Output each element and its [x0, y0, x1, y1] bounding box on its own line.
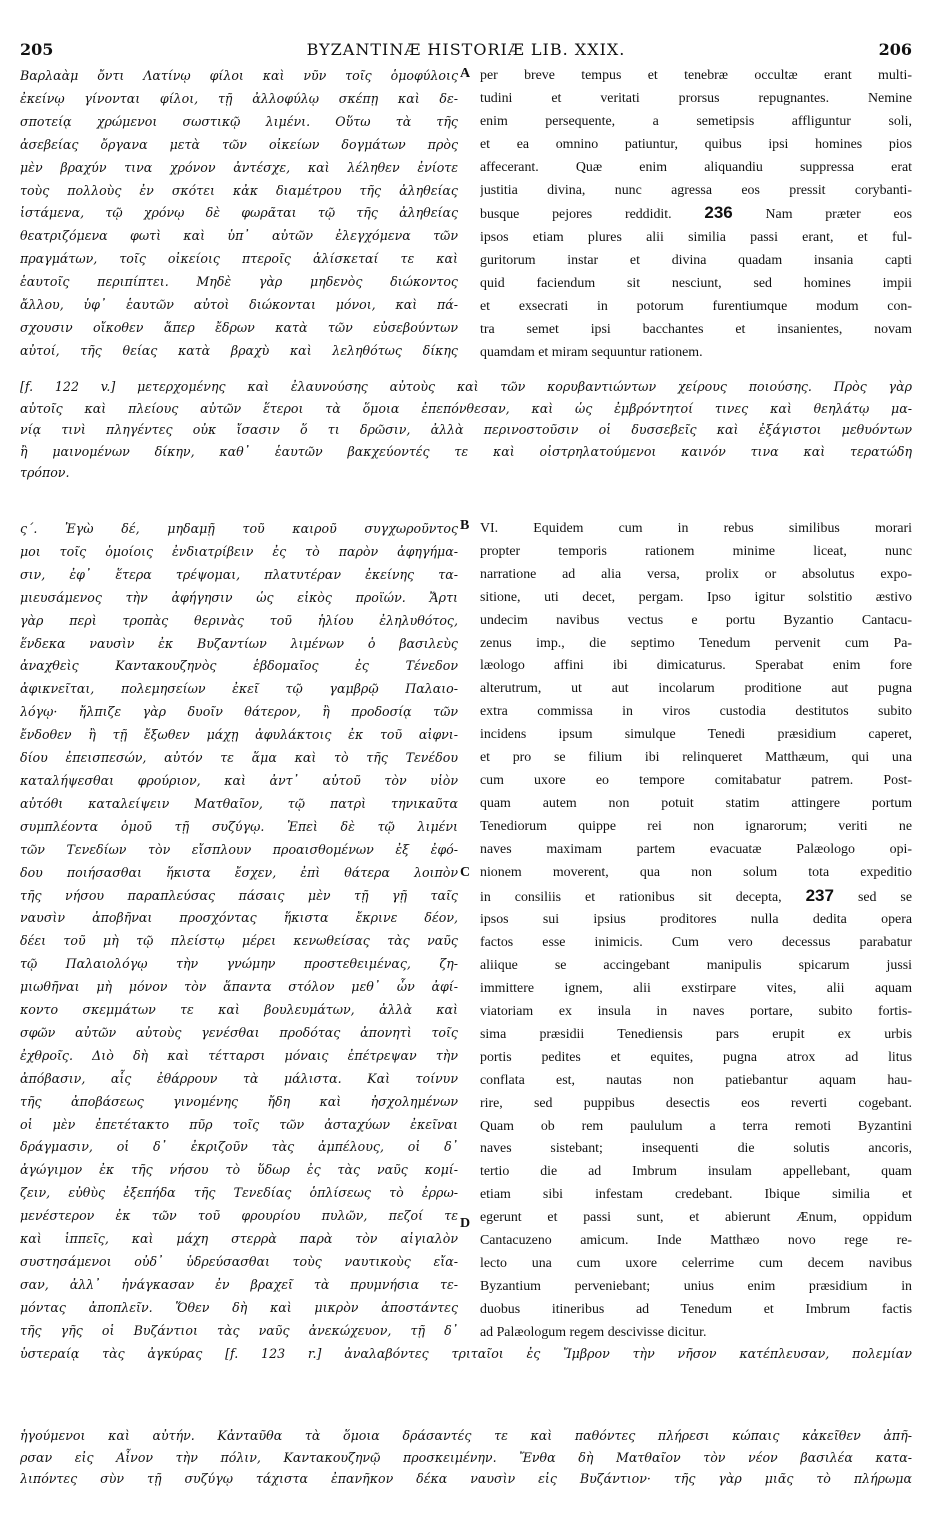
greek-text-fragment: ὑστεραίᾳ τὰς ἀγκύρας [20, 1345, 203, 1361]
latin-text-line: portis pedites et equites, pugna atrox ad litus [480, 1049, 912, 1065]
latin-text-line: tra semet ipsi bacchantes et insanientes, novam [480, 321, 912, 337]
latin-text-line: nionem moverent, qua non solum tota expeditio [480, 864, 912, 880]
greek-text-line [20, 1343, 912, 1366]
greek-text-line: τῶν Τενεδίων τὸν εἴσπλουν προαισθομένων ἐξ ἐφό- [20, 841, 458, 857]
latin-text-line: etiam sibi infestam credebant. Ibique similia et [480, 1187, 912, 1203]
greek-text-line: μόντας ἀποπλεῖν. Ὅθεν δὴ καὶ μικρὸν ἀποστάντες [20, 1299, 458, 1315]
latin-text-line: Tenediorum quippe rei non ignarorum; veriti ne [480, 818, 912, 834]
latin-text-line: extra commissa in viros custodia destitutos subito [480, 704, 912, 720]
latin-text-line: egerunt et passi sunt, et abierunt Ænum, oppidum [480, 1210, 912, 1226]
greek-text-line: Βαρλαὰμ ὄντι Λατίνῳ φίλοι καὶ νῦν τοῖς ὁμοφύλοις [20, 68, 458, 83]
latin-text-line: guritorum instar et divina quadam insania capti [480, 253, 912, 269]
greek-text-line: ναυσὶν ἀποβῆναι προσχόντας ἥκιστα ἔκρινε δέον, [20, 910, 458, 926]
greek-text-line: ἀφικνεῖται, πολεμησείων ἐκεῖ τῷ γαμβρῷ Παλαιο- [20, 681, 458, 697]
latin-text-line: Byzantium perveniebant; unius enim præsidium in [480, 1278, 912, 1294]
latin-text-line: propter temporis rationem minime liceat, nunc [480, 543, 912, 559]
running-title: BYZANTINÆ HISTORIÆ LIB. XXIX. [306, 40, 626, 59]
latin-text-line: Cantacuzeno amicum. Inde Matthæo novo rege re- [480, 1233, 912, 1249]
greek-text-line: σποτείᾳ χρώμενοι σωστικῷ λιμένι. Οὕτω τὰ τῆς [20, 113, 458, 129]
latin-text-line: affecerant. Quæ enim aliquandiu suppressa erat [480, 159, 912, 175]
greek-text-line: κοντο σκεμμάτων τε καὶ βουλευμάτων, ἀλλὰ καὶ [20, 1002, 458, 1018]
greek-text-line: αὐτοῖς καὶ πλείους αὐτῶν ἕτεροι τὰ ὅμοια ἐπεπόνθεσαν, καὶ ὡς ἐμβρόντητοί τινες καὶ θεηλάτῳ μα- [20, 400, 912, 416]
greek-text-line: [f. 122 v.] μετερχομένης καὶ ἐλαυνούσης αὐτοὺς καὶ τῶν κορυβαντιώντων χείρους ποιούσης. Πρὸς γὰρ [20, 379, 912, 394]
greek-text-fragment: ἀναλαβόντες τριταῖοι ἐς Ἴμβρον τὴν νῆσον κατέπλευσαν, πολεμίαν [344, 1345, 912, 1361]
latin-text-line: ipsos sui ipsius proditores nulla dedita opera [480, 912, 912, 928]
page-number-left: 205 [20, 40, 54, 59]
greek-text-line: συμπλέοντα ὁμοῦ τῇ συζύγῳ. Ἐπεὶ δὲ τῷ λιμένι [20, 818, 458, 834]
latin-text-line: justitia divina, nunc agressa eos pressit corybanti- [480, 182, 912, 198]
latin-text-line: duobus itineribus ad Tenedum et Imbrum factis [480, 1301, 912, 1317]
latin-text-line: alterutrum, ut aut incolarum proditione aut pugna [480, 681, 912, 697]
latin-text-line: rire, sed puppibus desectis eos reverti cogebant. [480, 1095, 912, 1111]
latin-text-fragment: busque pejores reddidit. [480, 207, 672, 223]
greek-text-line: τοὺς πολλοὺς ἐν σκότει κἀκ διαμέτρου τῆς ἀληθείας [20, 182, 458, 198]
greek-text-line: ζειν, εὐθὺς ἐξεπήδα τῆς Τενεδίας ὁπλίσεως τὸ ἐρρω- [20, 1185, 458, 1201]
latin-text-line: undecim navibus vectus e portu Byzantio Cantacu- [480, 612, 912, 628]
greek-text-line: ἑαυτοῖς περιπίπτει. Μηδὲ γὰρ μηδενὸς διώκοντος [20, 274, 458, 290]
greek-text-line: σφῶν αὐτῶν αὐτοὺς γενέσθαι προδότας ἀπονητὶ τοῖς [20, 1024, 458, 1040]
greek-text-line: μὲν βραχύν τινα χρόνον ἀντέσχε, καὶ λέληθεν ἐνίοτε [20, 159, 458, 175]
margin-marker-c: C [460, 865, 471, 880]
latin-text-line: quamdam et miram sequuntur rationem. [480, 344, 703, 360]
latin-text-line [480, 202, 912, 227]
greek-text-line: ρσαν εἰς Αἶνον τὴν πόλιν, Καντακουζηνῷ προσκειμένην. Ἔνθα δὴ Ματθαῖον τὸν νέον βασιλέα κατα- [20, 1449, 912, 1465]
latin-text-line: Quam ob rem paululum a terra remoti Byzantini [480, 1118, 912, 1134]
latin-text-fragment: in consiliis et rationibus sit decepta, [480, 889, 782, 905]
latin-text-line: lecto una cum uxore celerrime cum decem navibus [480, 1256, 912, 1271]
greek-text-line: καὶ ἱππεῖς, καὶ μάχη στερρὰ παρὰ τὸν αἰγιαλὸν [20, 1231, 458, 1247]
latin-text-line: factos esse inimicis. Cum vero decessus parabatur [480, 935, 912, 951]
greek-text-line: ἱστάμενα, τῷ χρόνῳ δὲ φωρᾶται τῷ τῆς ἀληθείας [20, 205, 458, 221]
latin-text-line: tudini et veritati prorsus repugnantes. Nemine [480, 90, 912, 106]
greek-text-line: τῷ Παλαιολόγῳ τὴν γνώμην προστεθειμένας, ζη- [20, 956, 458, 972]
latin-column-section-2 [480, 518, 912, 1345]
latin-text-line: aliique se accingebant manipulis spicarum jussi [480, 958, 912, 974]
greek-text-line: σιν, ἐφ᾽ ἕτερα τρέψομαι, πλατυτέραν ἐκείνης τα- [20, 566, 458, 582]
latin-text-line: ad Palæologum regem descivisse dicitur. [480, 1324, 707, 1340]
latin-text-line: sima præsidii Tenediensis pars erupit ex urbis [480, 1026, 912, 1042]
latin-text-line: conflata est, nautas non patiebantur aquam hau- [480, 1072, 912, 1088]
greek-text-line: μενέστερον ἐκ τῶν τοῦ φρουρίου πυλῶν, πεζοί τε [20, 1208, 458, 1224]
latin-text-line: per breve tempus et tenebræ occultæ erant multi- [480, 68, 912, 83]
margin-marker-d: D [460, 1216, 471, 1231]
greek-text-line: μιωθῆναι μὴ μόνον τὸν ἅπαντα στόλον μεθ᾽ ὧν ἀφί- [20, 979, 458, 995]
greek-text-line: θεατριζόμενα φωτὶ καὶ ὑπ᾽ αὐτῶν ἐλεγχόμενα τῶν [20, 228, 458, 244]
latin-text-line: sitione, uti decet, pergam. Ipso igitur solstitio æstivo [480, 589, 912, 605]
latin-text-line: viatoriam ex insula in naves portare, subito fortis- [480, 1004, 912, 1020]
latin-text-line: et exsecrati in potorum furentiumque modum con- [480, 299, 912, 315]
greek-text-line: τῆς νήσου παραπλεύσας πάσαις μὲν τῇ γῇ ταῖς [20, 887, 458, 903]
page-ref-number: 236 [704, 203, 733, 223]
greek-text-line: ἔνδοθεν ἢ τῇ ἔξωθεν μάχῃ ἀφυλάκτοις ἐκ τοῦ αἰφνι- [20, 727, 458, 743]
greek-text-line: λιπόντες σὺν τῇ συζύγῳ τάχιστα ἐπανῆκον δέκα ναυσὶν εἰς Βυζάντιον· τῆς γὰρ μιᾶς τὸ πλήρωμα [20, 1471, 912, 1486]
latin-column-section-1 [480, 65, 912, 365]
greek-text-line: καταλήψεσθαι φρούριον, καὶ ἀντ᾽ αὐτοῦ τὸν υἱὸν [20, 772, 458, 788]
latin-text-line [480, 885, 912, 910]
latin-text-line: tertio die ad Imbrum insulam appellebant, quam [480, 1164, 912, 1180]
greek-text-line: μοι τοῖς ὁμοίοις ἐνδιατρίβειν ἐς τὸ παρὸν ἀφηγήμα- [20, 543, 458, 559]
latin-text-line: cum uxore eo tempore comitabatur patrem. Post- [480, 772, 912, 788]
greek-text-line: ἐκείνῳ γίνονται φίλοι, τῇ ἀλλοφύλῳ σκέπῃ καὶ δε- [20, 90, 458, 106]
latin-text-line: immittere ignem, alii exstirpare vites, alii aquam [480, 981, 912, 997]
greek-text-line: δέει τοῦ μὴ τῷ πλείστῳ μέρει κενωθείσας τὰς ναῦς [20, 933, 458, 949]
greek-text-line: συστησάμενοι οὐδ᾽ ὑδρεύσασθαι τοὺς ναυτικοὺς εἴα- [20, 1254, 458, 1269]
greek-fullwidth-section-1 [20, 376, 912, 484]
greek-text-line: λόγῳ· ἤλπιζε γὰρ δυοῖν θάτερον, ἢ προδοσίᾳ τῶν [20, 704, 458, 720]
latin-text-line: ipsos etiam plures alii similia passi erant, et ful- [480, 230, 912, 246]
greek-text-line: τῆς γῆς οἱ Βυζάντιοι τὰς ναῦς ἀνεκώχευον, τῇ δ᾽ [20, 1322, 458, 1338]
page-number-right: 206 [878, 40, 912, 59]
greek-text-line: ἕνδεκα ναυσὶν ἐκ Βυζαντίων λιμένων ὁ βασιλεὺς [20, 635, 458, 651]
greek-text-line: πραγμάτων, τοῖς οἰκείοις πτεροῖς ἁλίσκεταί τε καὶ [20, 251, 458, 267]
greek-text-line: αὐτοί, τῆς θείας κατὰ βραχὺ καὶ λεληθότως δίκης [20, 342, 458, 358]
greek-text-line: δου ποιήσασθαι ἥκιστα ἔσχεν, ἐπὶ θάτερα λοιπὸν [20, 864, 458, 880]
greek-fullwidth-section-2 [20, 1425, 912, 1490]
greek-text-line: τρόπον. [20, 465, 70, 480]
greek-text-line: ἀσεβείας ὄργανα μετὰ τῶν οἰκείων δογμάτων πρὸς [20, 136, 458, 152]
latin-text-line: quam autem non potuit statim attingere portum [480, 795, 912, 811]
greek-column-section-1 [20, 65, 458, 363]
latin-text-line: narratione ad alia versa, prolix or absolutus expo- [480, 566, 912, 582]
latin-text-line: et pro se filium ibi relinqueret Matthæum, qui una [480, 750, 912, 766]
latin-text-line: et ea omnino patiuntur, quibus ipsi homines pios [480, 136, 912, 152]
greek-text-line: τῆς ἀποβάσεως γινομένης ἤδη καὶ ἠσχολημένων [20, 1093, 458, 1109]
greek-text-line: ἡγούμενοι καὶ αὐτήν. Κἀνταῦθα τὰ ὅμοια δράσαντές τε καὶ παθόντες πλήρεσι κώπαις κἀκεῖθεν ἀπῆ- [20, 1428, 912, 1443]
margin-marker-b: B [460, 518, 470, 533]
latin-text-line: naves sistebant; insequenti die solutis ancoris, [480, 1141, 912, 1157]
page-ref-number: 237 [805, 885, 834, 905]
greek-text-line: δίου ἐπεισπεσών, αὐτόν τε ἅμα καὶ τὸ τῆς Τενέδου [20, 750, 458, 766]
greek-text-line: σχουσιν οἴκοθεν ἅπερ ἔδρων κατὰ τῶν εὐσεβούντων [20, 319, 458, 335]
latin-text-line: enim persequente, a semetipsis affliguntur soli, [480, 113, 912, 129]
greek-text-line: ἀπόβασιν, αἷς ἐθάρρουν τὰ μάλιστα. Καὶ τοίνυν [20, 1070, 458, 1086]
folio-reference: [f. 123 r.] [225, 1345, 322, 1361]
greek-text-line: σαν, ἀλλ᾽ ἠνάγκασαν ἐν βραχεῖ τὰ πρυμνήσια τε- [20, 1276, 458, 1292]
greek-text-line: μιευσάμενος τὴν ἀφήγησιν ὡς εἰκὸς προϊών. Ἄρτι [20, 589, 458, 605]
greek-text-line: ἄλλου, ὑφ᾽ ἑαυτῶν αὐτοὶ διώκονται μόνοι, καὶ πά- [20, 297, 458, 313]
margin-marker-a: A [460, 66, 471, 81]
greek-text-line: ς΄. Ἐγὼ δέ, μηδαμῇ τοῦ καιροῦ συγχωροῦντος [20, 521, 458, 536]
latin-text-line: zenus imp., die septimo Tenedum pervenit cum Pa- [480, 635, 912, 651]
greek-text-line: ἀγώγιμον ἐκ τῆς νήσου τὸ ὕδωρ ἐς τὰς ναῦς κομί- [20, 1162, 458, 1178]
greek-text-line: ἐχθροῖς. Διὸ δὴ καὶ τέτταρσι μόναις ἐπέτρεψαν τὴν [20, 1047, 458, 1063]
greek-text-line: ἢ μαινομένων δίκην, καθ᾽ ἑαυτῶν βακχεύοντές τε καὶ οἰστρηλατούμενοι καινόν τινα καὶ τερατώδη [20, 443, 912, 459]
latin-text-line: naves maximam partem evacuatæ Palæologo opi- [480, 841, 912, 857]
greek-text-line: ἀναχθεὶς Καντακουζηνὸς ἑβδομαῖος ἐς Τένεδον [20, 658, 458, 674]
greek-text-line: δράγμασιν, οἱ δ᾽ ἐκριζοῦν τὰς ἀμπέλους, οἱ δ᾽ [20, 1139, 458, 1155]
greek-text-line: αὐτόθι καταλείψειν Ματθαῖον, τῷ πατρὶ τηνικαῦτα [20, 795, 458, 811]
greek-text-line: νίᾳ τινὶ πληγέντες οὐκ ἴσασιν ὅ τι δρῶσιν, ἀλλὰ περινοστοῦσιν οἱ δυσσεβεῖς καὶ ἐξάγιστοι μεθυόντων [20, 422, 912, 437]
page-header [20, 40, 912, 62]
latin-text-line: quid faciendum sit nesciunt, sed homines impii [480, 276, 912, 292]
latin-text-fragment: Nam præter eos [765, 207, 912, 223]
latin-text-fragment: sed se [857, 889, 912, 905]
latin-text-line: læologo affini ibi dimicaturus. Sperabat enim fore [480, 658, 912, 674]
greek-text-line: οἱ μὲν ἐπετέτακτο πῦρ τοῖς τῶν ἀσταχύων ἐκεῖναι [20, 1116, 458, 1132]
greek-text-line: γὰρ περὶ τροπὰς θερινὰς τοῦ ἡλίου ἐληλυθότος, [20, 612, 458, 628]
latin-text-line: VI. Equidem cum in rebus similibus morari [480, 521, 912, 536]
latin-text-line: incidens ipsum simulque Tenedi præsidium caperet, [480, 727, 912, 743]
